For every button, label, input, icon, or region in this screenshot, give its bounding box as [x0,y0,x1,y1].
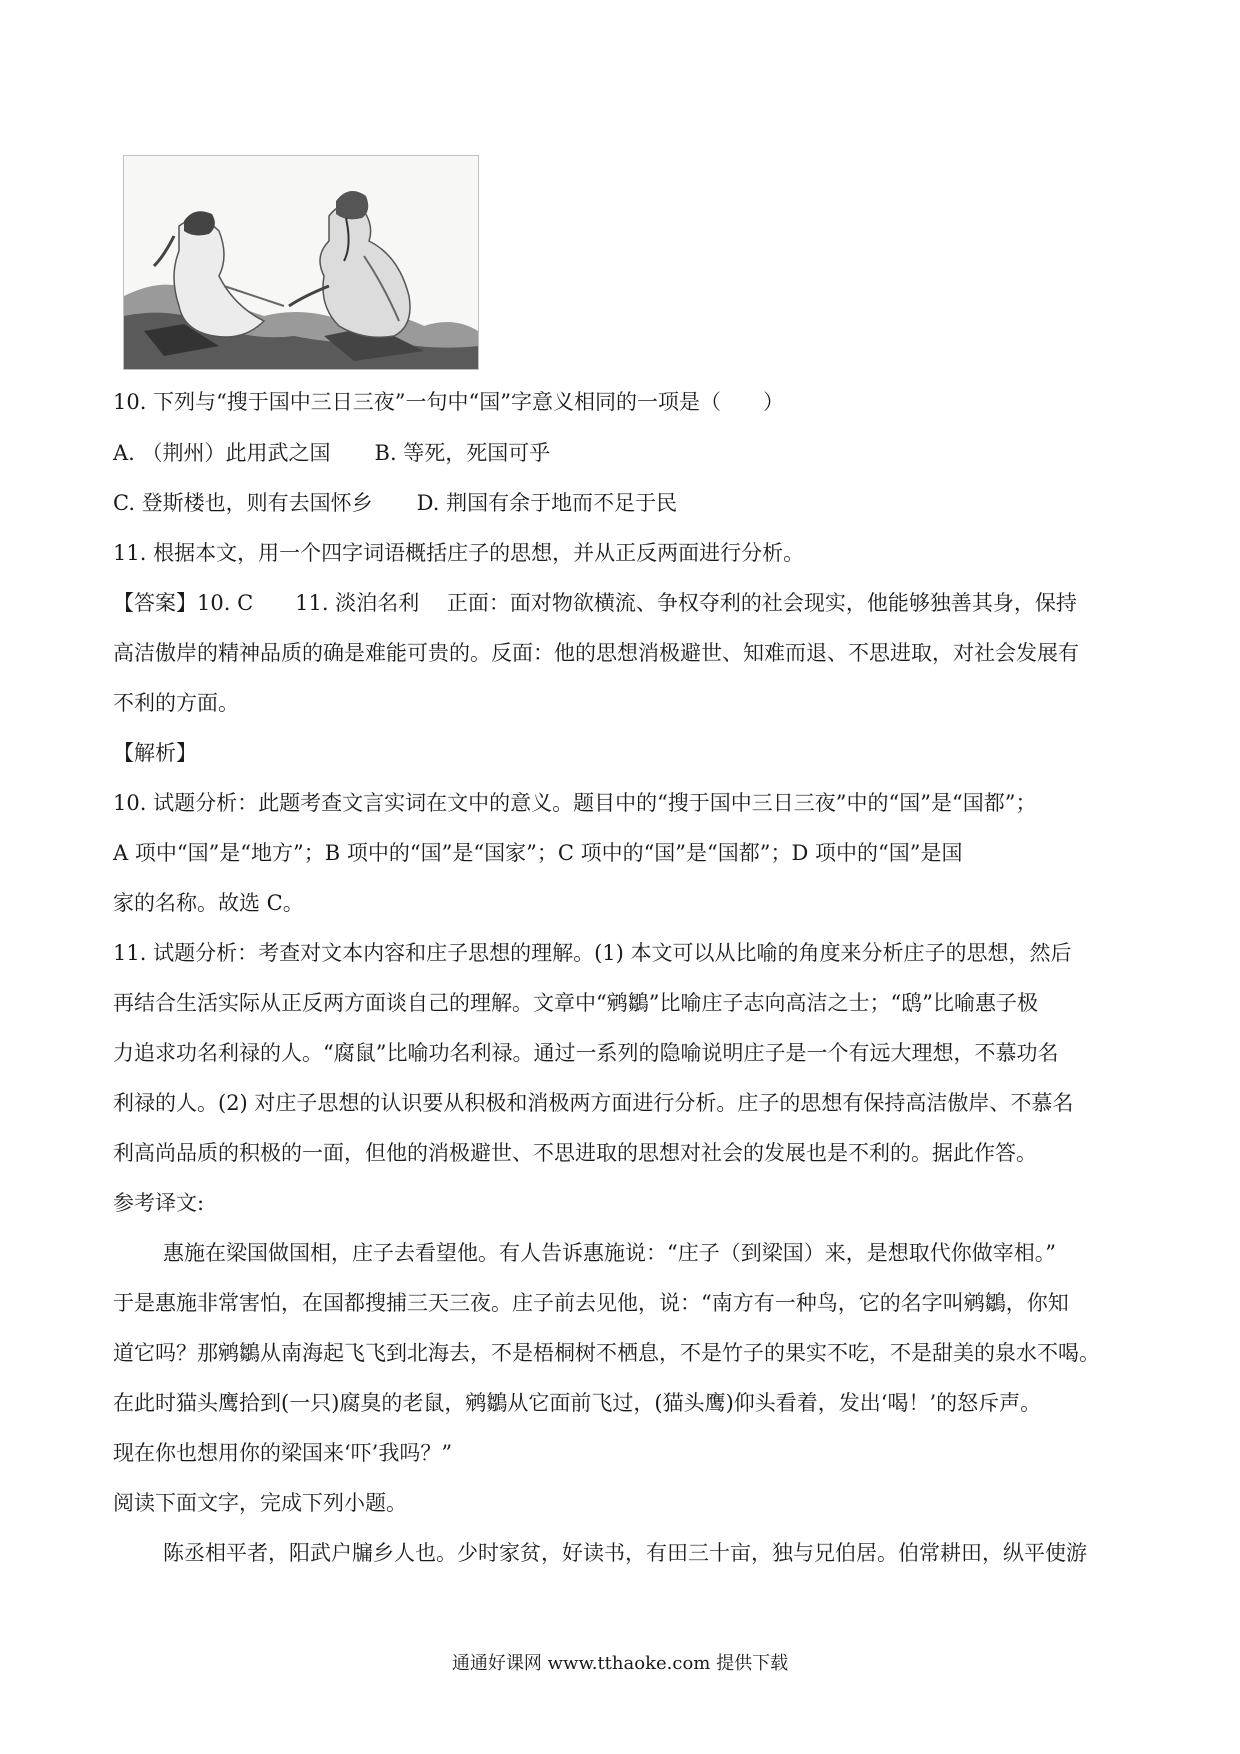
question-10-options-cd [113,488,677,518]
question-11-stem: 11. 根据本文，用一个四字词语概括庄子的思想，并从正反两面进行分析。 [113,541,805,565]
answer-line: 【答案】10. C 11. 淡泊名利 正面：面对物欲横流、争权夺利的社会现实，他能够独善其身，保持 [113,591,1077,615]
translation-line: 现在你也想用你的梁国来‘吓’我吗？” [113,1441,453,1465]
translation-line: 惠施在梁国做国相，庄子去看望他。有人告诉惠施说：“庄子（到梁国）来，是想取代你做宰相。” [163,1241,1056,1265]
answer-line: 高洁傲岸的精神品质的确是难能可贵的。反面：他的思想消极避世、知难而退、不思进取，对社会发展有 [113,641,1079,665]
question-10-stem: 10. 下列与“搜于国中三日三夜”一句中“国”字意义相同的一项是（ ） [113,390,785,414]
analysis-q11-line: 利高尚品质的积极的一面，但他的消极避世、不思进取的思想对社会的发展也是不利的。据此作答。 [113,1141,1037,1165]
analysis-q11-line: 利禄的人。(2) 对庄子思想的认识要从积极和消极两方面进行分析。庄子的思想有保持高洁傲岸、不慕名 [113,1091,1074,1115]
translation-line: 在此时猫头鹰拾到(一只)腐臭的老鼠，鹓鶵从它面前飞过，(猫头鹰)仰头看着，发出‘喝！’的怒斥声。 [113,1391,1042,1415]
option-d: D. 荆国有余于地而不足于民 [416,491,678,515]
translation-line: 道它吗？那鹓鶵从南海起飞飞到北海去，不是梧桐树不栖息，不是竹子的果实不吃，不是甜美的泉水不喝。 [113,1341,1100,1365]
analysis-q11-line: 力追求功名利禄的人。“腐鼠”比喻功名利禄。通过一系列的隐喻说明庄子是一个有远大理想，不慕功名 [113,1041,1059,1065]
analysis-q11-line: 再结合生活实际从正反两方面谈自己的理解。文章中“鹓鶵”比喻庄子志向高洁之士；“鸱”比喻惠子极 [113,991,1038,1015]
analysis-q10-line: A 项中“国”是“地方”；B 项中的“国”是“国家”；C 项中的“国”是“国都”；D 项中的“国”是国 [113,841,963,865]
analysis-q11-line: 11. 试题分析：考查对文本内容和庄子思想的理解。(1) 本文可以从比喻的角度来分析庄子的思想，然后 [113,941,1072,965]
passage-first-line: 陈丞相平者，阳武户牖乡人也。少时家贫，好读书，有田三十亩，独与兄伯居。伯常耕田，纵平使游 [163,1541,1087,1565]
option-b: B. 等死，死国可乎 [374,441,551,465]
answer-line: 不利的方面。 [113,691,239,715]
ink-painting-illustration [123,155,479,370]
translation-line: 于是惠施非常害怕，在国都搜捕三天三夜。庄子前去见他，说：“南方有一种鸟，它的名字叫鹓鶵，你知 [113,1291,1069,1315]
translation-heading: 参考译文: [113,1191,205,1215]
question-10-options-ab [113,438,550,468]
reading-instruction: 阅读下面文字，完成下列小题。 [113,1491,407,1515]
analysis-q10-line: 家的名称。故选 C。 [113,891,304,915]
page-footer: 通通好课网 www.tthaoke.com 提供下载 [451,1653,789,1674]
option-c: C. 登斯楼也，则有去国怀乡 [113,491,373,515]
analysis-heading: 【解析】 [113,741,197,765]
option-a: A. （荆州）此用武之国 [113,441,331,465]
analysis-q10-line: 10. 试题分析：此题考查文言实词在文中的意义。题目中的“搜于国中三日三夜”中的“国”是“国都”； [113,791,1037,815]
